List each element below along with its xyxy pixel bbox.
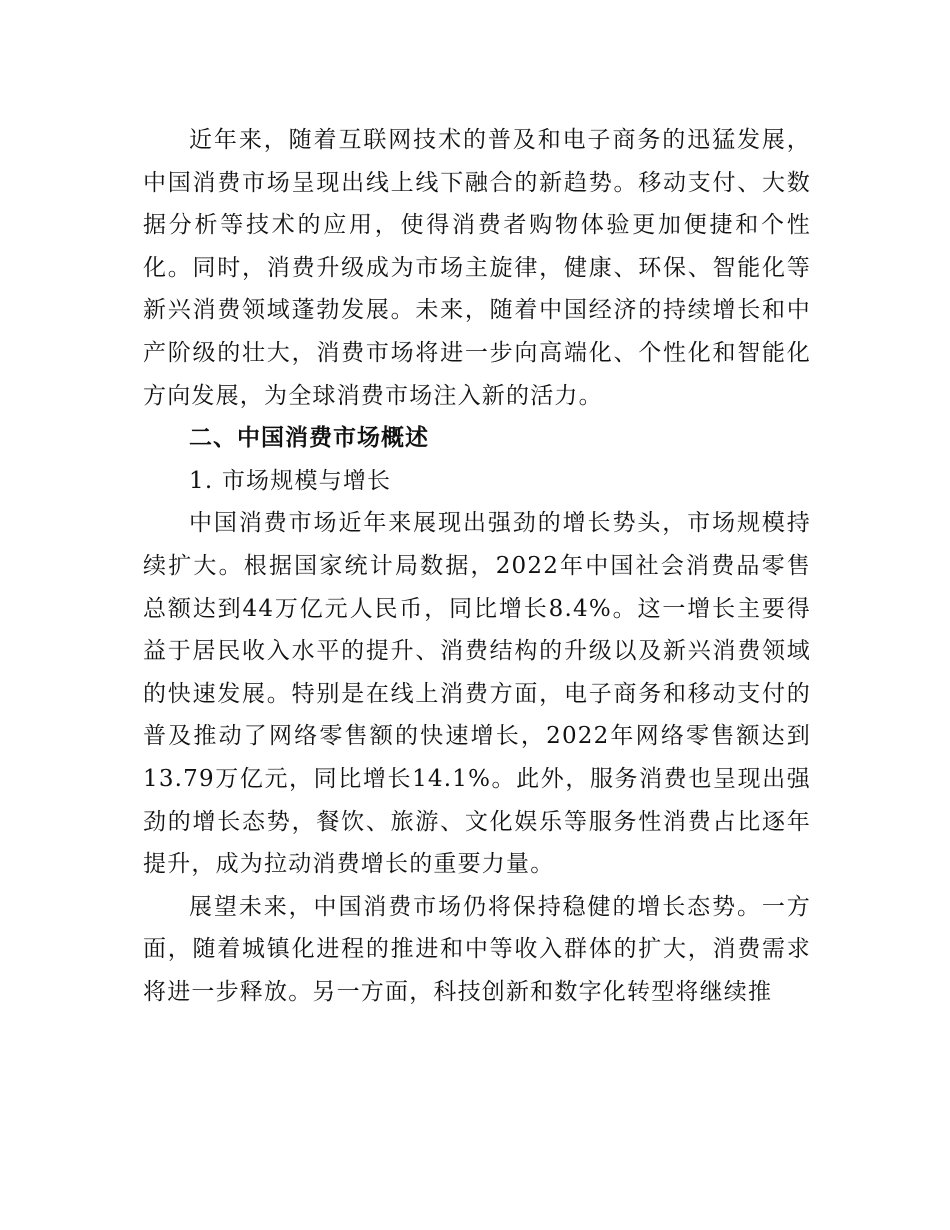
outlook-paragraph: 展望未来，中国消费市场仍将保持稳健的增长态势。一方面，随着城镇化进程的推进和中等收入群体的扩大，消费需求将进一步释放。另一方面，科技创新和数字化转型将继续推 (143, 893, 811, 1005)
intro-paragraph: 近年来，随着互联网技术的普及和电子商务的迅猛发展，中国消费市场呈现出线上线下融合的新趋势。移动支付、大数据分析等技术的应用，使得消费者购物体验更加便捷和个性化。同时，消费升级成为市场主旋律，健康、环保、智能化等新兴消费领域蓬勃发展。未来，随着中国经济的持续增长和中产阶级的壮大，消费市场将进一步向高端化、个性化和智能化方向发展，为全球消费市场注入新的活力。 (143, 127, 811, 409)
market-size-paragraph: 中国消费市场近年来展现出强劲的增长势头，市场规模持续扩大。根据国家统计局数据，2022年中国社会消费品零售总额达到44万亿元人民币，同比增长8.4%。这一增长主要得益于居民收入水平的提升、消费结构的升级以及新兴消费领域的快速发展。特别是在线上消费方面，电子商务和移动支付的普及推动了网络零售额的快速增长，2022年网络零售额达到13.79万亿元，同比增长14.1%。此外，服务消费也呈现出强劲的增长态势，餐饮、旅游、文化娱乐等服务性消费占比逐年提升，成为拉动消费增长的重要力量。 (143, 510, 811, 878)
document-page (143, 119, 811, 1013)
subsection-heading: 1. 市场规模与增长 (189, 467, 392, 494)
section-heading: 二、中国消费市场概述 (189, 425, 429, 452)
